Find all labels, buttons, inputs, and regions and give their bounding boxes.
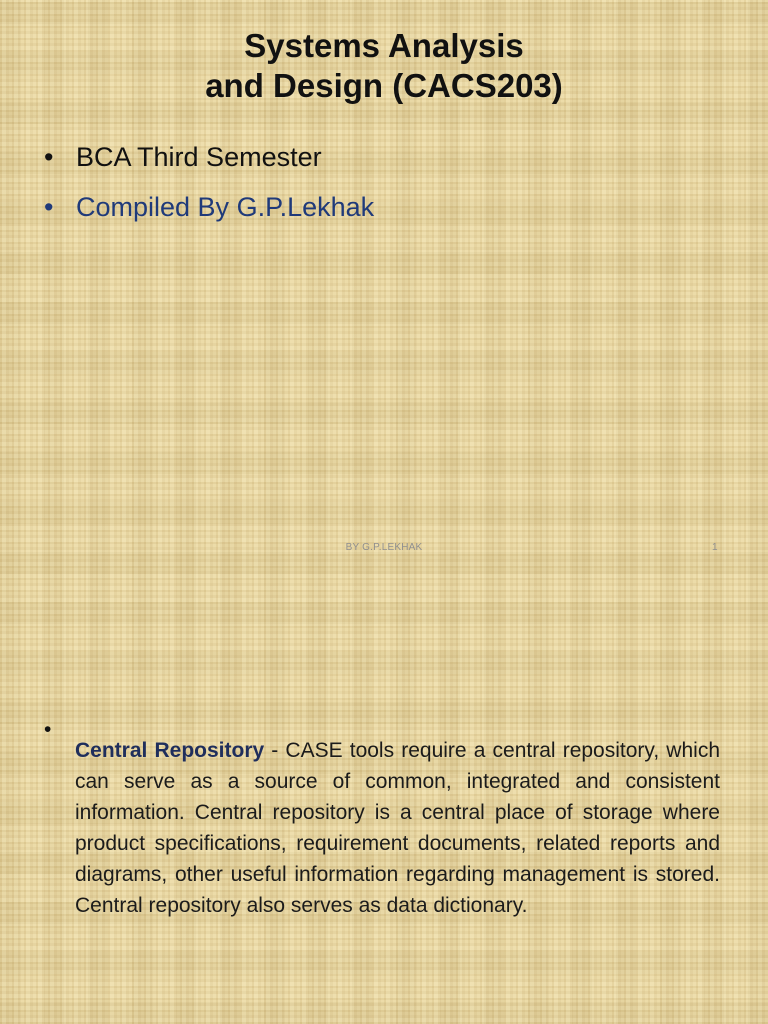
term-heading: Central Repository xyxy=(75,739,265,762)
bullet-item-semester xyxy=(44,140,374,174)
page-number: 1 xyxy=(712,542,718,553)
title-line-1: Systems Analysis xyxy=(244,27,524,64)
bullet-text: Compiled By G.P.Lekhak xyxy=(76,192,375,222)
term-description: - CASE tools require a central repository, which can serve as a source of common, integrated and consistent information. Central repository is a central place of storage where product specifications, requirement documents, related reports and diagrams, other useful information regarding management is stored. Central repository also serves as data dictionary. xyxy=(75,739,720,917)
bullet-text: BCA Third Semester xyxy=(76,142,322,172)
bullet-marker: • xyxy=(44,718,52,741)
slide-title xyxy=(0,26,768,106)
repository-bullet xyxy=(44,714,720,942)
slide-2 xyxy=(0,576,768,1024)
title-line-2: and Design (CACS203) xyxy=(205,67,563,104)
repository-paragraph xyxy=(75,735,720,921)
bullet-marker: • xyxy=(44,142,54,172)
bullet-marker: • xyxy=(44,192,54,222)
slide-footer: BY G.P.LEKHAK xyxy=(345,542,423,553)
bullet-list xyxy=(44,140,374,240)
bullet-item-compiler xyxy=(44,190,374,224)
